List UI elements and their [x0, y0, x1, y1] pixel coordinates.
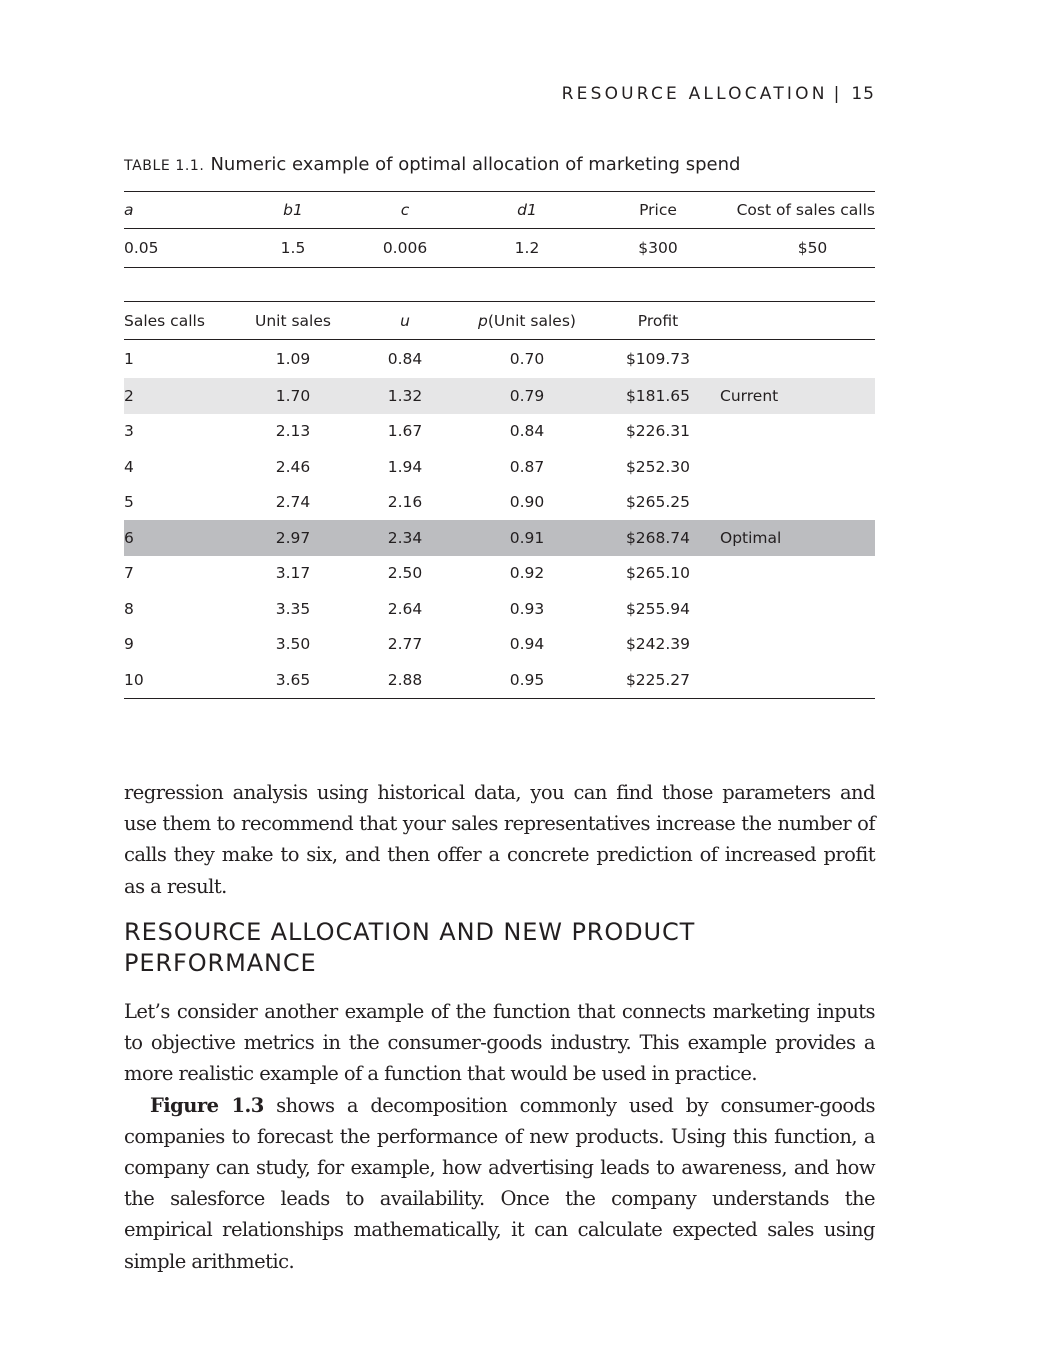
results-table [124, 301, 875, 699]
section-heading: RESOURCE ALLOCATION AND NEW PRODUCT PERFORMANCE [124, 918, 696, 977]
running-head [124, 84, 875, 104]
unit-sales-cell: 3.65 [275, 670, 311, 689]
results-header-p-rest: (Unit sales) [487, 311, 576, 330]
table-row [124, 662, 875, 698]
param-header-b1: b1 [234, 192, 352, 229]
profit-cell: $265.10 [625, 564, 691, 583]
results-header-u: u [352, 302, 458, 340]
results-header-row [124, 302, 875, 340]
u-cell: 2.16 [387, 493, 423, 512]
sales-calls-cell: 8 [124, 599, 134, 618]
parameters-header-row [124, 192, 875, 229]
p-unit-sales-cell: 0.93 [509, 599, 545, 618]
profit-cell: $181.65 [596, 378, 720, 414]
table-row [124, 414, 875, 450]
sales-calls-cell: 5 [124, 493, 134, 512]
p-unit-sales-cell: 0.94 [509, 635, 545, 654]
u-cell: 2.64 [387, 599, 423, 618]
sales-calls-cell: 10 [124, 670, 144, 689]
param-header-cost-of-sales-calls: Cost of sales calls [720, 192, 875, 229]
p-unit-sales-cell: 0.95 [509, 670, 545, 689]
u-cell: 2.88 [387, 670, 423, 689]
unit-sales-cell: 3.17 [275, 564, 311, 583]
note-cell [720, 449, 875, 485]
p-unit-sales-cell: 0.79 [458, 378, 596, 414]
param-value-cost-of-sales-calls: $50 [797, 239, 828, 257]
figure-reference: Figure 1.3 [150, 1093, 264, 1117]
results-body [124, 340, 875, 699]
profit-cell: $242.39 [625, 635, 691, 654]
p-unit-sales-cell: 0.92 [509, 564, 545, 583]
parameters-value-row [124, 229, 875, 268]
sales-calls-cell: 9 [124, 635, 134, 654]
sales-calls-cell: 2 [124, 378, 234, 414]
param-header-price: Price [596, 192, 720, 229]
note-cell: Current [720, 378, 875, 414]
profit-cell: $226.31 [625, 422, 691, 441]
note-cell [720, 591, 875, 627]
paragraph-2-text: Let’s consider another example of the function that connects marketing inputs to objective metrics in the consumer-goods industry. This example provides a more realistic example of a function that would be used in practice. [124, 1000, 875, 1086]
results-header-note [720, 302, 875, 340]
profit-cell: $225.27 [625, 670, 691, 689]
u-cell: 1.67 [387, 422, 423, 441]
note-cell [720, 627, 875, 663]
table-caption [124, 154, 875, 175]
table-row [124, 520, 875, 556]
note-cell [720, 556, 875, 592]
sales-calls-cell: 4 [124, 457, 134, 476]
paragraph-3-text: shows a decomposition commonly used by consumer-goods companies to forecast the performance of new products. Using this function, a company can study, for example, how advertising leads to awareness, and how the salesforce leads to availability. Once the company understands the empirical relationships mathematically, it can calculate expected sales using simple arithmetic. [124, 1093, 875, 1273]
results-header-profit: Profit [596, 302, 720, 340]
table-caption-label: TABLE 1.1. [124, 158, 205, 174]
unit-sales-cell: 1.09 [275, 350, 311, 368]
p-unit-sales-cell: 0.90 [509, 493, 545, 512]
u-cell: 1.94 [387, 457, 423, 476]
note-cell: Optimal [720, 520, 875, 556]
profit-cell: $252.30 [625, 457, 691, 476]
running-head-separator: | [833, 84, 840, 104]
u-cell: 1.32 [352, 378, 458, 414]
param-value-c: 0.006 [382, 239, 428, 257]
profit-cell: $265.25 [625, 493, 691, 512]
table-row [124, 340, 875, 379]
sales-calls-cell: 3 [124, 422, 134, 441]
profit-cell: $268.74 [596, 520, 720, 556]
p-unit-sales-cell: 0.84 [509, 422, 545, 441]
results-header-unit-sales: Unit sales [234, 302, 352, 340]
unit-sales-cell: 2.74 [275, 493, 311, 512]
table-row [124, 627, 875, 663]
unit-sales-cell: 2.46 [275, 457, 311, 476]
note-cell [720, 662, 875, 698]
unit-sales-cell: 2.13 [275, 422, 311, 441]
note-cell [720, 414, 875, 450]
unit-sales-cell: 2.97 [234, 520, 352, 556]
u-cell: 0.84 [387, 350, 423, 368]
page-number: 15 [851, 84, 875, 104]
table-row [124, 485, 875, 521]
table-row [124, 378, 875, 414]
note-cell [720, 340, 875, 379]
sales-calls-cell: 1 [124, 350, 134, 368]
param-value-price: $300 [638, 239, 678, 257]
table-row [124, 556, 875, 592]
profit-cell: $109.73 [625, 350, 691, 368]
param-header-a: a [124, 192, 234, 229]
running-head-section: RESOURCE ALLOCATION [561, 84, 828, 104]
paragraph-3 [124, 1090, 875, 1277]
note-cell [720, 485, 875, 521]
u-cell: 2.50 [387, 564, 423, 583]
param-header-d1: d1 [458, 192, 596, 229]
table-row [124, 449, 875, 485]
results-header-p-italic: p [478, 311, 488, 330]
profit-cell: $255.94 [625, 599, 691, 618]
unit-sales-cell: 1.70 [234, 378, 352, 414]
u-cell: 2.34 [352, 520, 458, 556]
parameters-table [124, 191, 875, 268]
p-unit-sales-cell: 0.87 [509, 457, 545, 476]
p-unit-sales-cell: 0.91 [458, 520, 596, 556]
p-unit-sales-cell: 0.70 [509, 350, 545, 368]
unit-sales-cell: 3.50 [275, 635, 311, 654]
results-header-p-unit-sales [458, 302, 596, 340]
results-header-sales-calls: Sales calls [124, 302, 234, 340]
table-row [124, 591, 875, 627]
sales-calls-cell: 7 [124, 564, 134, 583]
param-header-c: c [352, 192, 458, 229]
paragraphs-2-3 [124, 996, 875, 1277]
paragraph-1 [124, 777, 875, 902]
param-value-b1: 1.5 [280, 239, 306, 257]
param-value-a: 0.05 [124, 239, 159, 257]
paragraph-1-text: regression analysis using historical data, you can find those parameters and use them to recommend that your sales representatives increase the number of calls they make to six, and then offer a concrete prediction of increased profit as a result. [124, 781, 875, 898]
param-value-d1: 1.2 [514, 239, 540, 257]
u-cell: 2.77 [387, 635, 423, 654]
sales-calls-cell: 6 [124, 520, 234, 556]
table-caption-title: Numeric example of optimal allocation of marketing spend [210, 154, 741, 175]
unit-sales-cell: 3.35 [275, 599, 311, 618]
